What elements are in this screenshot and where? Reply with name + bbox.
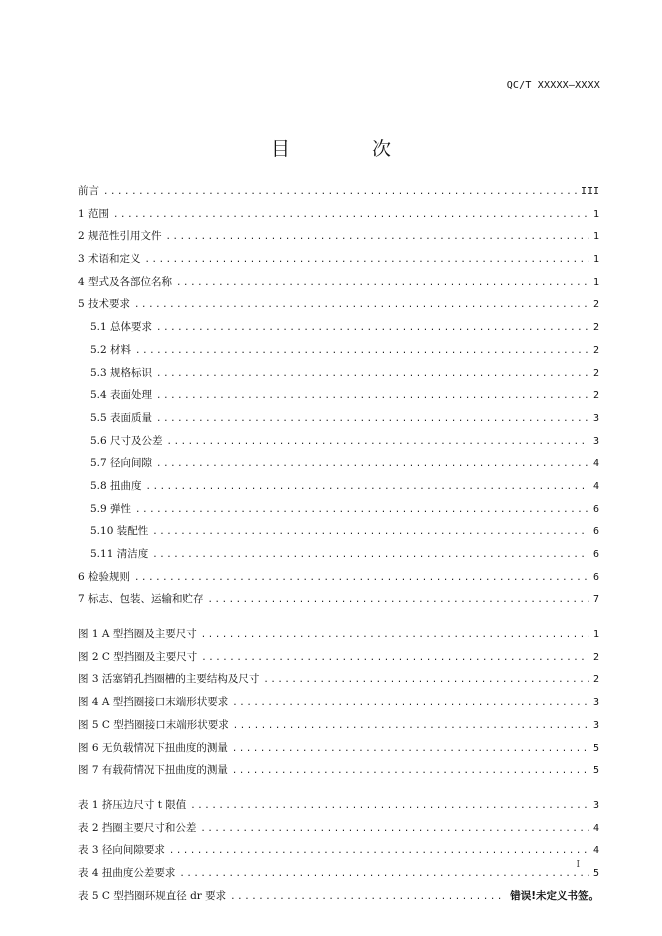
figure-row[interactable] xyxy=(78,646,599,669)
toc-entry-label: 表 3 径向间隙要求 xyxy=(78,844,165,857)
page-title: 目 次 xyxy=(270,138,430,160)
toc-entry-page: 2 xyxy=(592,367,599,379)
figure-row[interactable] xyxy=(78,691,599,714)
table-of-contents xyxy=(78,180,599,907)
toc-row[interactable] xyxy=(78,339,599,362)
toc-entry-label: 2 规范性引用文件 xyxy=(78,230,162,243)
standard-number: QC/T XXXXX—XXXX xyxy=(506,80,600,91)
toc-entry-label: 图 7 有载荷情况下扭曲度的测量 xyxy=(78,764,228,777)
dot-leader xyxy=(176,272,589,295)
toc-entry-page: 2 xyxy=(592,299,599,311)
figure-row[interactable] xyxy=(78,737,599,760)
toc-row[interactable] xyxy=(78,543,599,566)
toc-entry-label: 表 4 扭曲度公差要求 xyxy=(78,866,176,879)
dot-leader xyxy=(230,886,506,909)
toc-entry-page: 5 xyxy=(592,867,599,879)
dot-leader xyxy=(232,760,589,783)
dot-leader xyxy=(233,715,589,738)
toc-tables xyxy=(78,794,599,907)
toc-entry-page: 4 xyxy=(592,480,599,492)
dot-leader xyxy=(169,840,589,863)
dot-leader xyxy=(232,738,589,761)
dot-leader xyxy=(134,294,589,317)
toc-entry-label: 4 型式及各部位名称 xyxy=(78,275,173,288)
toc-row[interactable] xyxy=(78,566,599,589)
toc-row[interactable] xyxy=(78,520,599,543)
toc-entry-label: 图 4 A 型挡圈接口末端形状要求 xyxy=(78,696,229,709)
toc-entry-page: III xyxy=(580,186,599,197)
toc-entry-page: 5 xyxy=(592,742,599,754)
dot-leader xyxy=(135,499,589,522)
dot-leader xyxy=(201,647,589,670)
dot-leader xyxy=(200,818,589,841)
toc-entry-label: 图 6 无负载情况下扭曲度的测量 xyxy=(78,741,228,754)
toc-entry-label: 5.9 弹性 xyxy=(90,502,132,515)
dot-leader xyxy=(232,692,589,715)
toc-entry-page: 3 xyxy=(592,412,599,424)
toc-row[interactable] xyxy=(78,293,599,316)
table-row[interactable] xyxy=(78,839,599,862)
toc-entry-page: 3 xyxy=(592,435,599,447)
toc-entry-label: 5.4 表面处理 xyxy=(90,389,153,402)
toc-entry-page: 3 xyxy=(592,697,599,709)
toc-entry-label: 5.7 径向间隙 xyxy=(90,457,153,470)
dot-leader xyxy=(208,589,589,612)
dot-leader xyxy=(156,385,589,408)
dot-leader xyxy=(263,669,589,692)
toc-entry-label: 表 1 挤压边尺寸 t 限值 xyxy=(78,798,187,811)
table-row[interactable] xyxy=(78,817,599,840)
toc-row[interactable] xyxy=(78,362,599,385)
toc-row[interactable] xyxy=(78,498,599,521)
toc-entry-label: 5.6 尺寸及公差 xyxy=(90,434,163,447)
toc-entry-page: 2 xyxy=(592,390,599,402)
figure-row[interactable] xyxy=(78,668,599,691)
dot-leader xyxy=(134,567,589,590)
toc-entry-page: 6 xyxy=(592,503,599,515)
toc-entry-page: 4 xyxy=(592,845,599,857)
toc-entry-label: 表 2 挡圈主要尺寸和公差 xyxy=(78,821,197,834)
toc-row[interactable] xyxy=(78,180,599,203)
toc-sections xyxy=(78,180,599,611)
toc-entry-label: 5.3 规格标识 xyxy=(90,366,153,379)
dot-leader xyxy=(135,340,589,363)
toc-entry-page: 6 xyxy=(592,549,599,560)
toc-entry-page: 5 xyxy=(592,765,599,777)
toc-entry-label: 1 范围 xyxy=(78,207,110,220)
toc-entry-page: 4 xyxy=(592,822,599,834)
dot-leader xyxy=(156,363,589,386)
dot-leader xyxy=(156,317,589,340)
toc-entry-label: 5.8 扭曲度 xyxy=(90,479,142,492)
toc-row[interactable] xyxy=(78,588,599,611)
toc-entry-page: 1 xyxy=(592,276,599,288)
toc-figures xyxy=(78,623,599,782)
dot-leader xyxy=(156,408,589,431)
table-row[interactable] xyxy=(78,794,599,817)
toc-entry-label: 5.2 材料 xyxy=(90,343,132,356)
toc-entry-page: 6 xyxy=(592,571,599,583)
toc-entry-label: 3 术语和定义 xyxy=(78,253,141,266)
toc-entry-label: 图 3 活塞销孔挡圈槽的主要结构及尺寸 xyxy=(78,673,260,686)
toc-entry-label: 7 标志、包装、运输和贮存 xyxy=(78,593,204,606)
toc-entry-label: 5.10 装配性 xyxy=(90,525,149,538)
toc-row[interactable] xyxy=(78,203,599,226)
toc-entry-page: 1 xyxy=(592,629,599,641)
toc-entry-label: 表 5 C 型挡圈环规直径 dr 要求 xyxy=(78,889,227,902)
toc-row[interactable] xyxy=(78,225,599,248)
toc-entry-page: 2 xyxy=(592,322,599,334)
toc-row[interactable] xyxy=(78,407,599,430)
figure-row[interactable] xyxy=(78,714,599,737)
toc-entry-label: 图 5 C 型挡圈接口末端形状要求 xyxy=(78,718,229,731)
toc-entry-label: 前言 xyxy=(78,185,99,197)
toc-row[interactable] xyxy=(78,452,599,475)
dot-leader xyxy=(201,624,589,647)
toc-entry-label: 6 检验规则 xyxy=(78,570,131,583)
dot-leader xyxy=(190,795,589,818)
dot-leader xyxy=(156,453,589,476)
figure-row[interactable] xyxy=(78,623,599,646)
dot-leader xyxy=(167,431,589,454)
page-number: I xyxy=(576,860,580,870)
dot-leader xyxy=(152,544,589,567)
toc-entry-page: 2 xyxy=(592,344,599,356)
dot-leader xyxy=(146,476,589,499)
toc-row[interactable] xyxy=(78,384,599,407)
toc-entry-page: 错误!未定义书签。 xyxy=(510,889,599,902)
toc-row[interactable] xyxy=(78,248,599,271)
toc-entry-page: 3 xyxy=(592,799,599,811)
toc-entry-page: 1 xyxy=(592,231,599,243)
toc-entry-label: 图 2 C 型挡圈及主要尺寸 xyxy=(78,650,198,663)
toc-entry-page: 3 xyxy=(592,719,599,731)
toc-entry-label: 5.5 表面质量 xyxy=(90,411,153,424)
toc-row[interactable] xyxy=(78,430,599,453)
dot-leader xyxy=(166,226,589,249)
toc-entry-label: 5 技术要求 xyxy=(78,298,131,311)
dot-leader xyxy=(145,249,589,272)
dot-leader xyxy=(103,181,577,204)
toc-entry-page: 2 xyxy=(592,651,599,663)
toc-entry-label: 图 1 A 型挡圈及主要尺寸 xyxy=(78,628,197,641)
toc-entry-label: 5.1 总体要求 xyxy=(90,321,153,334)
toc-entry-page: 1 xyxy=(592,254,599,266)
toc-entry-page: 1 xyxy=(592,208,599,220)
table-row[interactable] xyxy=(78,885,599,908)
toc-row[interactable] xyxy=(78,475,599,498)
table-row[interactable] xyxy=(78,862,599,885)
dot-leader xyxy=(179,863,589,886)
toc-entry-page: 2 xyxy=(592,674,599,686)
toc-row[interactable] xyxy=(78,271,599,294)
toc-entry-label: 5.11 清洁度 xyxy=(90,548,149,560)
toc-entry-page: 4 xyxy=(592,458,599,470)
dot-leader xyxy=(152,521,589,544)
toc-entry-page: 6 xyxy=(592,526,599,538)
dot-leader xyxy=(113,204,589,227)
toc-row[interactable] xyxy=(78,316,599,339)
toc-entry-page: 7 xyxy=(592,594,599,606)
figure-row[interactable] xyxy=(78,759,599,782)
